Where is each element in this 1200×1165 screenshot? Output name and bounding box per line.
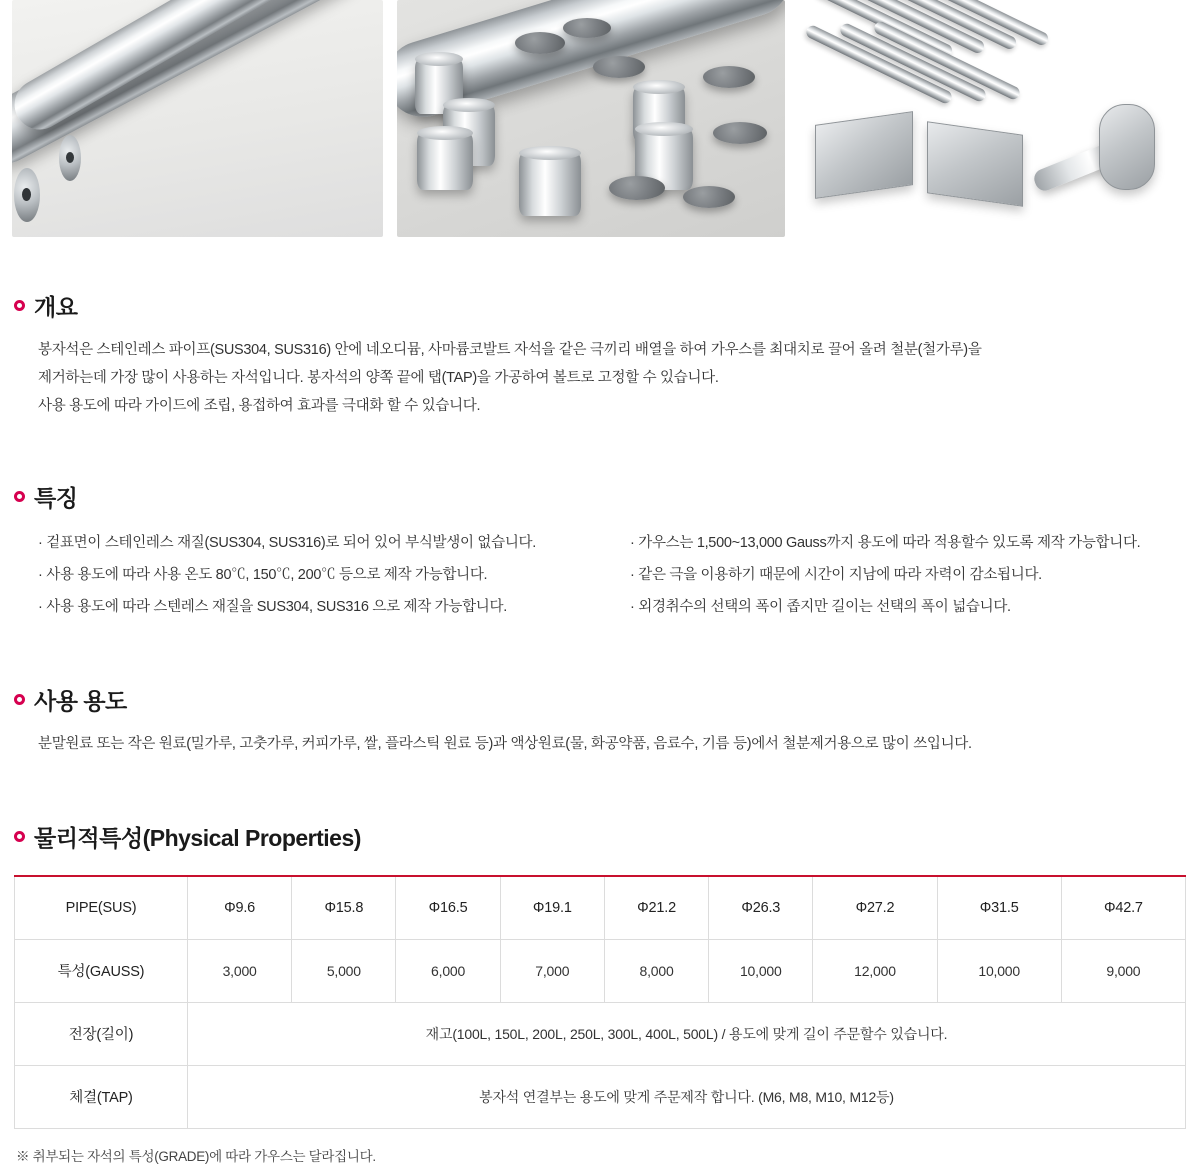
bar-magnet-end-cap-2 — [59, 135, 81, 181]
cylinder-magnet — [519, 152, 581, 216]
ring-bullet-icon — [14, 491, 25, 502]
physical-properties-table-wrap — [14, 875, 1186, 1129]
physical-properties-table — [14, 875, 1186, 1129]
table-cell: 7,000 — [500, 939, 604, 1002]
section-overview-header — [14, 289, 1186, 322]
section-overview-body — [38, 336, 1186, 420]
section-features — [14, 480, 1186, 623]
table-cell: 3,000 — [187, 939, 291, 1002]
table-col-header: Φ42.7 — [1061, 876, 1185, 939]
product-photo-magnet-parts — [397, 0, 786, 237]
table-col-header: Φ15.8 — [292, 876, 396, 939]
table-col-header: Φ21.2 — [604, 876, 708, 939]
table-row-label: 전장(길이) — [15, 1002, 188, 1065]
table-cell: 9,000 — [1061, 939, 1185, 1002]
product-photo-assemblies — [799, 0, 1188, 237]
table-cell: 10,000 — [709, 939, 813, 1002]
table-col-header: PIPE(SUS) — [15, 876, 188, 939]
section-physical-properties — [14, 820, 1186, 1165]
overview-line: 봉자석은 스테인레스 파이프(SUS304, SUS316) 안에 네오디뮴, 사마륨코발트 자석을 같은 극끼리 배열을 하여 가우스를 최대치로 끌어 올려 철분(철가루)을 — [38, 342, 982, 358]
table-row-label: 체결(TAP) — [15, 1065, 188, 1128]
disc-magnet — [563, 18, 611, 38]
table-col-header: Φ31.5 — [937, 876, 1061, 939]
overview-line: 사용 용도에 따라 가이드에 조립, 용접하여 효과를 극대화 할 수 있습니다. — [38, 398, 481, 414]
table-cell: 5,000 — [292, 939, 396, 1002]
table-cell: 10,000 — [937, 939, 1061, 1002]
section-overview — [14, 289, 1186, 420]
section-overview-title: 개요 — [34, 294, 78, 320]
overview-line: 제거하는데 가장 많이 사용하는 자석입니다. 봉자석의 양쪽 끝에 탭(TAP)을 가공하여 볼트로 고정할 수 있습니다. — [38, 370, 719, 386]
section-usage-body — [38, 730, 1186, 758]
feature-item: · 사용 용도에 따라 사용 온도 80℃, 150℃, 200℃ 등으로 제작 가능합니다. — [38, 567, 488, 583]
table-col-header: Φ16.5 — [396, 876, 500, 939]
ring-bullet-icon — [14, 694, 25, 705]
features-column-right — [608, 527, 1178, 623]
disc-magnet — [515, 32, 565, 54]
table-row-label: 특성(GAUSS) — [15, 939, 188, 1002]
section-usage-title: 사용 용도 — [34, 688, 127, 714]
disc-magnet — [683, 186, 735, 208]
disc-magnet — [703, 66, 755, 88]
table-row — [15, 939, 1186, 1002]
table-header-row — [15, 876, 1186, 939]
magnet-box-housing — [927, 121, 1023, 206]
product-photo-bar-magnets — [12, 0, 383, 237]
table-cell-merged: 봉자석 연결부는 용도에 맞게 주문제작 합니다. (M6, M8, M10, M12등) — [187, 1065, 1185, 1128]
disc-magnet — [609, 176, 665, 200]
feature-item: · 겉표면이 스테인레스 재질(SUS304, SUS316)로 되어 있어 부식발생이 없습니다. — [38, 535, 536, 551]
disc-magnet — [713, 122, 767, 144]
section-features-title: 특징 — [34, 485, 78, 511]
table-row — [15, 1002, 1186, 1065]
table-cell: 12,000 — [813, 939, 937, 1002]
table-footnote: ※ 취부되는 자석의 특성(GRADE)에 따라 가우스는 달라집니다. — [16, 1148, 376, 1164]
bar-magnet-end-cap-1 — [14, 168, 40, 222]
features-column-left — [38, 527, 608, 623]
table-col-header: Φ26.3 — [709, 876, 813, 939]
ring-bullet-icon — [14, 831, 25, 842]
features-columns — [38, 527, 1186, 623]
disc-magnet — [593, 56, 645, 78]
table-cell: 8,000 — [604, 939, 708, 1002]
table-col-header: Φ19.1 — [500, 876, 604, 939]
table-row — [15, 1065, 1186, 1128]
section-usage-header — [14, 683, 1186, 716]
table-col-header: Φ27.2 — [813, 876, 937, 939]
table-col-header: Φ9.6 — [187, 876, 291, 939]
cylinder-magnet — [417, 132, 473, 190]
section-features-header — [14, 480, 1186, 513]
section-physical-header — [14, 820, 1186, 853]
magnet-box-housing — [815, 111, 913, 199]
product-photo-strip — [0, 0, 1200, 237]
feature-item: · 가우스는 1,500~13,000 Gauss까지 용도에 따라 적용할수 있도록 제작 가능합니다. — [630, 535, 1141, 551]
feature-item: · 같은 극을 이용하기 때문에 시간이 지남에 따라 자력이 감소됩니다. — [630, 567, 1042, 583]
twin-bar-fixture — [1099, 104, 1155, 190]
ring-bullet-icon — [14, 300, 25, 311]
table-cell-merged: 재고(100L, 150L, 200L, 250L, 300L, 400L, 500L) / 용도에 맞게 길이 주문할수 있습니다. — [187, 1002, 1185, 1065]
table-cell: 6,000 — [396, 939, 500, 1002]
section-physical-title: 물리적특성(Physical Properties) — [34, 825, 361, 851]
section-usage — [14, 683, 1186, 758]
usage-line: 분말원료 또는 작은 원료(밀가루, 고춧가루, 커피가루, 쌀, 플라스틱 원료 등)과 액상원료(물, 화공약품, 음료수, 기름 등)에서 철분제거용으로 많이 쓰입니다. — [38, 736, 972, 752]
feature-item: · 사용 용도에 따라 스텐레스 재질을 SUS304, SUS316 으로 제작 가능합니다. — [38, 599, 507, 615]
feature-item: · 외경취수의 선택의 폭이 좁지만 길이는 선택의 폭이 넓습니다. — [630, 599, 1011, 615]
